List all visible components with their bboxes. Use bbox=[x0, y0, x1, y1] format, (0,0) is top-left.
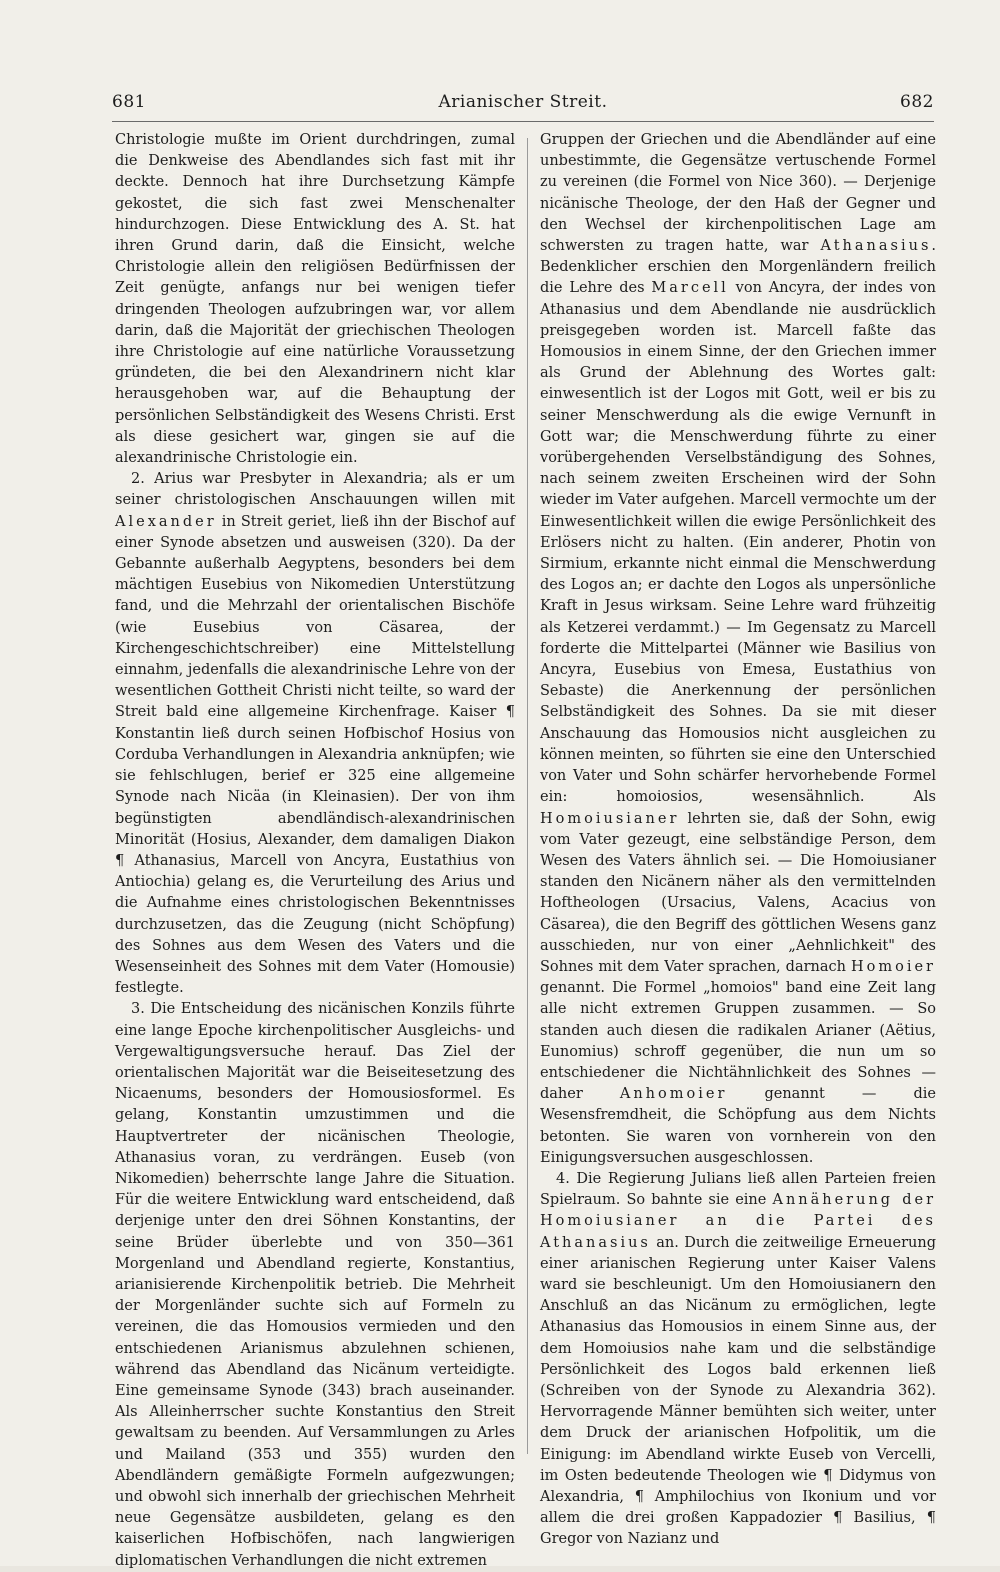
paragraph-text: 3. Die Entscheidung des nicänischen Konzils führte eine lange Epoche kirchenpolitischer Ausgleichs- und Vergewaltigungsversuche herauf. Das Ziel der orientalischen Majorität war die Beiseitesetzung des Nicaenums, besonders der Homousiosformel. Es gelang, Konstantin umzustimmen und die Hauptvertreter der nicänischen Theologie, Athanasius voran, zu verdrängen. Euseb (von Nikomedien) beherrschte lange Jahre die Situation. Für die weitere Entwicklung ward entscheidend, daß derjenige unter den drei Söhnen Konstantins, der seine Brüder überlebte und von 350—361 Morgenland und Abendland regierte, Konstantius, arianisierende Kirchenpolitik betrieb. Die Mehrheit der Morgenländer suchte sich auf Formeln zu vereinen, die das Homousios vermieden und den entschiedenen Arianismus abzulehnen schienen, während das Abendland das Nicänum verteidigte. Eine gemeinsame Synode (343) brach auseinander. Als Alleinherrscher suchte Konstantius den Streit gewaltsam zu beenden. Auf Versammlungen zu Arles und Mailand (353 und 355) wurden den Abendländern gemäßigte Formeln aufgezwungen; und obwohl sich innerhalb der griechischen Mehrheit neue Gegensätze ausbildeten, gelang es den kaiserlichen Hofbischöfen, nach langwierigen diplomatischen Verhandlungen die nicht extremen bbox=[115, 1001, 515, 1569]
spaced-name: Homoiusianer bbox=[540, 810, 680, 827]
spaced-phrase: Annäherung der Homoiusianer an die Partei des Athanasius bbox=[540, 1192, 936, 1251]
paragraph bbox=[115, 469, 515, 999]
spaced-name: Alexander bbox=[115, 513, 217, 530]
column-divider bbox=[527, 138, 528, 1454]
paragraph-text: von Ancyra, der indes von Athanasius und dem Abendlande nie ausdrücklich preisgegeben worden ist. Marcell faßte das Homousios in einem Sinne, der den Griechen immer als Grund der Ablehnung des Wortes galt: einwesentlich ist der Logos mit Gott, weil er bis zu seiner Menschwerdung als die ewige Vernunft in Gott war; die Menschwerdung führte zu einer vorübergehenden Verselbständigung des Sohnes, nach seinem zweiten Erscheinen wird der Sohn wieder im Vater aufgehen. Marcell vermochte um der Einwesentlichkeit willen die ewige Persönlichkeit des Erlösers nicht zu halten. (Ein anderer, Photin von Sirmium, erkannte nicht einmal die Menschwerdung des Logos an; er dachte den Logos als unpersönliche Kraft in Jesus wirksam. Seine Lehre ward frühzeitig als Ketzerei verdammt.) — Im Gegensatz zu Marcell forderte die Mittelpartei (Männer wie Basilius von Ancyra, Eusebius von Emesa, Eustathius von Sebaste) die Anerkennung der persönlichen Selbständigkeit des Sohnes. Da sie mit dieser Anschauung das Homousios nicht ausgleichen zu können meinten, so führten sie eine den Unterschied von Vater und Sohn schärfer hervorhebende Formel ein: homoiosios, wesensähnlich. Als bbox=[540, 280, 936, 806]
paragraph-text: genannt — die Wesensfremdheit, die Schöpfung aus dem Nichts betonten. Sie waren von vornherein von den Einigungsversuchen ausgeschlossen. bbox=[540, 1086, 936, 1166]
right-column bbox=[540, 130, 936, 1548]
paragraph-text: genannt. Die Formel „homoios" band eine Zeit lang alle nicht extremen Gruppen zusammen. — So standen auch diesen die radikalen Arianer (Aëtius, Eunomius) schroff gegenüber, die nun um so entschiedener die Nichtähnlichkeit des Sohnes — daher bbox=[540, 980, 936, 1103]
running-title: Arianischer Streit. bbox=[438, 92, 608, 112]
page-number-right: 682 bbox=[900, 92, 934, 112]
header-rule bbox=[112, 121, 934, 122]
running-header bbox=[112, 92, 934, 116]
paragraph bbox=[115, 999, 515, 1571]
spaced-name: Marcell bbox=[651, 280, 729, 297]
paragraph-text: in Streit geriet, ließ ihn der Bischof auf einer Synode absetzen und ausweisen (320). Da der Gebannte außerhalb Aegyptens, besonders bei dem mächtigen Eusebius von Nikomedien Unterstützung fand, und die Mehrzahl der orientalischen Bischöfe (wie Eusebius von Cäsarea, der Kirchengeschichtschreiber) eine Mittelstellung einnahm, jedenfalls die alexandrinische Lehre von der wesentlichen Gottheit Christi nicht teilte, so ward der Streit bald eine allgemeine Kirchenfrage. Kaiser ¶ Konstantin ließ durch seinen Hofbischof Hosius von Corduba Verhandlungen in Alexandria anknüpfen; wie sie fehlschlugen, berief er 325 eine allgemeine Synode nach Nicäa (in Kleinasien). Der von ihm begünstigten abendländisch-alexandrinischen Minorität (Hosius, Alexander, dem damaligen Diakon ¶ Athanasius, Marcell von Ancyra, Eustathius von Antiochia) gelang es, die Verurteilung des Arius und die Aufnahme eines christologischen Bekenntnisses durchzusetzen, das die Zeugung (nicht Schöpfung) des Sohnes aus dem Wesen des Vaters und die Wesenseinheit des Sohnes mit dem Vater (Homousie) festlegte. bbox=[115, 513, 515, 997]
paragraph-text: . Bedenklicher erschien den Morgenländern freilich die Lehre des bbox=[540, 238, 936, 297]
left-column bbox=[115, 130, 515, 1569]
paragraph-text: 4. Die Regierung Julians ließ allen Parteien freien Spielraum. So bahnte sie eine bbox=[540, 1170, 936, 1209]
paragraph-text: an. Durch die zeitweilige Erneuerung einer arianischen Regierung unter Kaiser Valens ward sie beschleunigt. Um den Homoiusianern den Anschluß an das Nicänum zu ermöglichen, legte Athanasius das Homousios in einem Sinne aus, der dem Homoiusios nahe kam und die selbständige Persönlichkeit des Logos bald erkennen ließ (Schreiben von der Synode zu Alexandria 362). Hervorragende Männer bemühten sich weiter, unter dem Druck der arianischen Hofpolitik, um die Einigung: im Abendland wirkte Euseb von Vercelli, im Osten bedeutende Theologen wie ¶ Didymus von Alexandria, ¶ Amphilochius von Ikonium und vor allem die drei großen Kappadozier ¶ Basilius, ¶ Gregor von Nazianz und bbox=[540, 1234, 936, 1548]
paragraph bbox=[115, 130, 515, 469]
page-number-left: 681 bbox=[112, 92, 146, 112]
paragraph bbox=[540, 130, 936, 1169]
paragraph-text: Gruppen der Griechen und die Abendländer auf eine unbestimmte, die Gegensätze vertuschende Formel zu vereinen (die Formel von Nice 360). — Derjenige nicänische Theologe, der den Haß der Gegner und den Wechsel der kirchenpolitischen Lage am schwersten zu tragen hatte, war bbox=[540, 132, 936, 255]
paragraph bbox=[540, 1169, 936, 1551]
spaced-name: Homoier bbox=[850, 958, 936, 975]
spaced-name: Athanasius bbox=[820, 238, 932, 255]
paragraph-text: lehrten sie, daß der Sohn, ewig vom Vater gezeugt, eine selbständige Person, dem Wesen des Vaters ähnlich sei. — Die Homoiusianer standen den Nicänern näher als den vermittelnden Hoftheologen (Ursacius, Valens, Acacius von Cäsarea), die den Begriff des göttlichen Wesens ganz ausschieden, nur von einer „Aehnlichkeit" des Sohnes mit dem Vater sprachen, darnach bbox=[540, 810, 936, 975]
paragraph-text: Christologie mußte im Orient durchdringen, zumal die Denkweise des Abendlandes sich fast mit ihr deckte. Dennoch hat ihre Durchsetzung Kämpfe gekostet, die sich fast zwei Menschenalter hindurchzogen. Diese Entwicklung des A. St. hat ihren Grund darin, daß die Einsicht, welche Christologie allein den religiösen Bedürfnissen der Zeit genügte, anfangs nur bei wenigen tiefer dringenden Theologen aufzubringen war, vor allem darin, daß die Majorität der griechischen Theologen ihre Christologie auf eine natürliche Voraussetzung gründeten, die bei den Alexandrinern nicht klar herausgehoben war, auf die Behauptung der persönlichen Selbständigkeit des Wesens Christi. Erst als diese gesichert war, gingen sie auf die alexandrinische Christologie ein. bbox=[115, 132, 515, 467]
paragraph-text: 2. Arius war Presbyter in Alexandria; als er um seiner christologischen Anschauungen willen mit bbox=[115, 471, 515, 509]
spaced-name: Anhomoier bbox=[619, 1086, 728, 1103]
